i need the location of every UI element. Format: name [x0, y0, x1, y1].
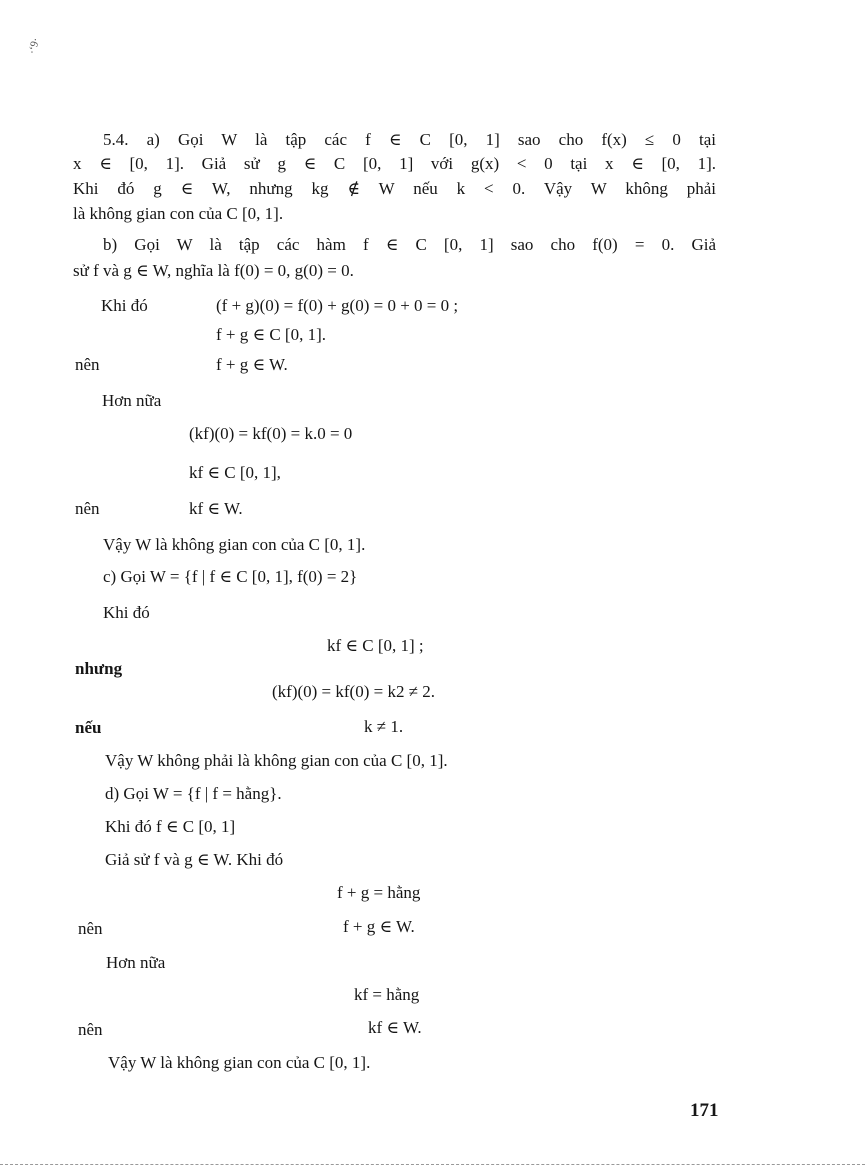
math-line: kf ∈ C [0, 1] ; — [327, 636, 424, 655]
text-line: Khi đó g ∈ W, nhưng kg ∉ W nếu k < 0. Vậy W không phải — [73, 179, 716, 198]
text-line: nhưng — [75, 659, 123, 678]
text-line: Hơn nữa — [106, 953, 166, 972]
text-line: d) Gọi W = {f | f = hằng}. — [105, 784, 282, 803]
text-line: nên — [78, 919, 103, 938]
math-line: (kf)(0) = kf(0) = k2 ≠ 2. — [272, 682, 436, 701]
text-line: Giả sử f và g ∈ W. Khi đó — [105, 850, 284, 869]
page-number: 171 — [690, 1100, 719, 1121]
math-line: f + g ∈ W. — [343, 917, 415, 936]
corner-mark: ·ʻ9· — [26, 36, 43, 56]
text-line: Khi đó — [101, 296, 148, 315]
text-line: nên — [75, 499, 100, 518]
text-line: Vậy W không phải là không gian con của C [0, 1]. — [105, 751, 448, 770]
text-line: sử f và g ∈ W, nghĩa là f(0) = 0, g(0) = 0. — [73, 261, 354, 280]
math-line: kf ∈ W. — [189, 499, 243, 518]
text-line: c) Gọi W = {f | f ∈ C [0, 1], f(0) = 2} — [103, 567, 358, 586]
text-line: x ∈ [0, 1]. Giả sử g ∈ C [0, 1] với g(x) < 0 tại x ∈ [0, 1]. — [73, 154, 716, 173]
math-line: (f + g)(0) = f(0) + g(0) = 0 + 0 = 0 ; — [216, 296, 459, 315]
math-line: kf ∈ W. — [368, 1018, 422, 1037]
math-line: kf = hằng — [354, 985, 420, 1004]
text-line: 5.4. a) Gọi W là tập các f ∈ C [0, 1] sao cho f(x) ≤ 0 tại — [103, 130, 716, 149]
text-line: Vậy W là không gian con của C [0, 1]. — [108, 1053, 371, 1072]
text-line: nếu — [75, 718, 102, 737]
text-line: Vậy W là không gian con của C [0, 1]. — [103, 535, 366, 554]
math-line: f + g = hằng — [337, 883, 421, 902]
text-line: nên — [75, 355, 100, 374]
math-line: k ≠ 1. — [364, 717, 404, 736]
text-line: Hơn nữa — [102, 391, 162, 410]
text-line: b) Gọi W là tập các hàm f ∈ C [0, 1] sao cho f(0) = 0. Giả — [103, 235, 716, 254]
text-line: nên — [78, 1020, 103, 1039]
math-line: (kf)(0) = kf(0) = k.0 = 0 — [189, 424, 353, 443]
math-line: f + g ∈ C [0, 1]. — [216, 325, 326, 344]
page-bottom-edge — [0, 1164, 865, 1165]
text-line: Khi đó f ∈ C [0, 1] — [105, 817, 236, 836]
text-line: Khi đó — [103, 603, 150, 622]
text-line: là không gian con của C [0, 1]. — [73, 204, 284, 223]
math-line: kf ∈ C [0, 1], — [189, 463, 281, 482]
math-line: f + g ∈ W. — [216, 355, 288, 374]
